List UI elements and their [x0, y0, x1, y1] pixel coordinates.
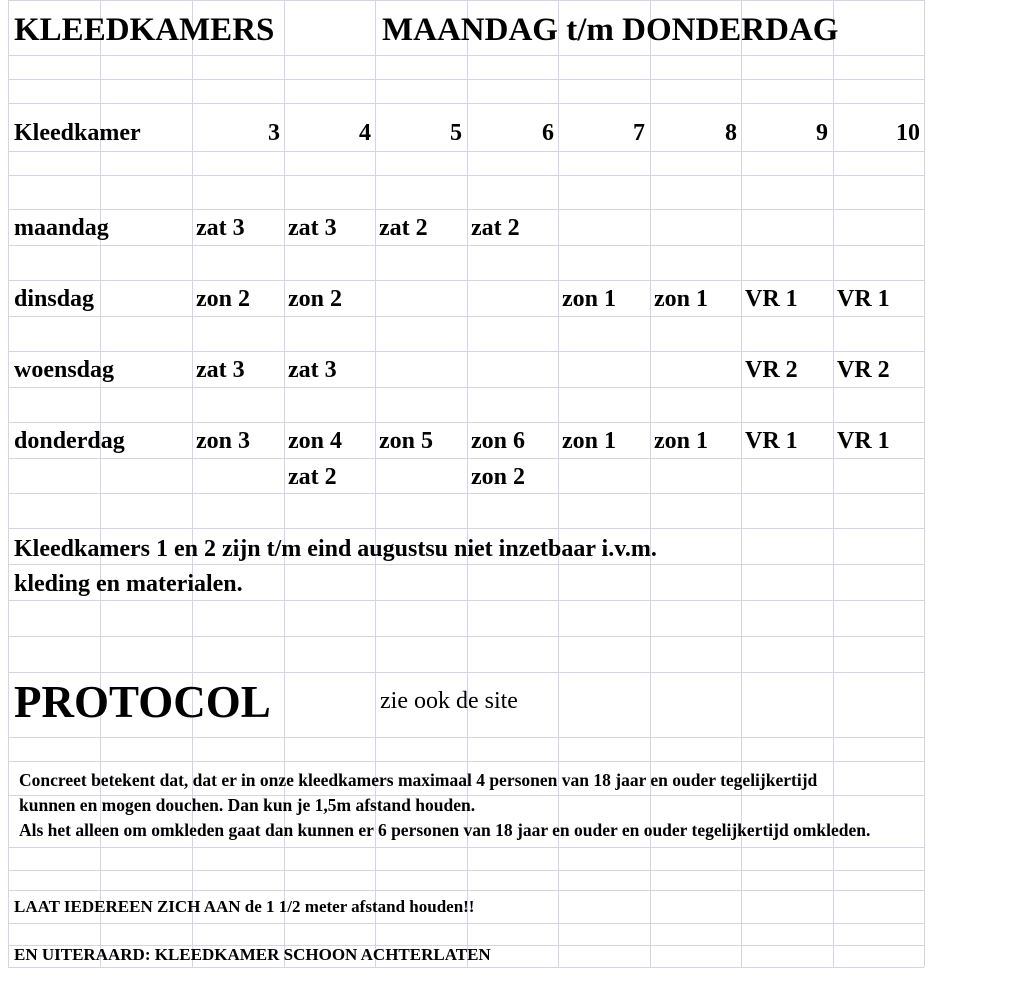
- day-label: woensdag: [14, 357, 115, 383]
- room-number: 3: [268, 120, 280, 146]
- schedule-cell: zat 2: [471, 215, 520, 241]
- schedule-cell: zon 3: [196, 428, 250, 454]
- protocol-title: PROTOCOL: [14, 677, 271, 727]
- page-subtitle: MAANDAG t/m DONDERDAG: [382, 12, 839, 48]
- room-number: 6: [542, 120, 554, 146]
- schedule-cell: zon 1: [654, 428, 708, 454]
- room-number: 10: [896, 120, 920, 146]
- header-label: Kleedkamer: [14, 120, 141, 146]
- schedule-cell: VR 2: [837, 357, 890, 383]
- schedule-cell: zat 3: [196, 357, 245, 383]
- availability-note: kleding en materialen.: [14, 571, 243, 597]
- schedule-cell: VR 1: [837, 428, 890, 454]
- protocol-text: Concreet betekent dat, dat er in onze kleedkamers maximaal 4 personen van 18 jaar en ouder tegelijkertijd: [19, 770, 818, 790]
- room-number: 7: [633, 120, 645, 146]
- schedule-cell: zon 1: [654, 286, 708, 312]
- site-reference: zie ook de site: [380, 688, 518, 714]
- room-number: 9: [816, 120, 828, 146]
- schedule-cell: zat 3: [288, 357, 337, 383]
- schedule-cell: VR 1: [745, 428, 798, 454]
- day-label: maandag: [14, 215, 109, 241]
- schedule-cell: zon 2: [471, 464, 525, 490]
- schedule-cell: VR 2: [745, 357, 798, 383]
- page-title: KLEEDKAMERS: [14, 12, 275, 48]
- schedule-cell: zon 1: [562, 286, 616, 312]
- schedule-cell: zon 2: [288, 286, 342, 312]
- schedule-cell: zon 1: [562, 428, 616, 454]
- schedule-cell: zon 2: [196, 286, 250, 312]
- schedule-cell: VR 1: [837, 286, 890, 312]
- instruction-distance: LAAT IEDEREEN ZICH AAN de 1 1/2 meter afstand houden!!: [14, 897, 475, 916]
- protocol-text: kunnen en mogen douchen. Dan kun je 1,5m afstand houden.: [19, 795, 476, 815]
- room-number: 5: [450, 120, 462, 146]
- instruction-clean: EN UITERAARD: KLEEDKAMER SCHOON ACHTERLATEN: [14, 945, 491, 964]
- schedule-cell: zat 2: [379, 215, 428, 241]
- schedule-cell: zat 3: [196, 215, 245, 241]
- room-number: 4: [359, 120, 371, 146]
- schedule-cell: zon 6: [471, 428, 525, 454]
- availability-note: Kleedkamers 1 en 2 zijn t/m eind augustsu niet inzetbaar i.v.m.: [14, 536, 657, 562]
- room-number: 8: [725, 120, 737, 146]
- schedule-cell: zat 2: [288, 464, 337, 490]
- schedule-cell: zat 3: [288, 215, 337, 241]
- schedule-cell: VR 1: [745, 286, 798, 312]
- schedule-cell: zon 4: [288, 428, 342, 454]
- protocol-text: Als het alleen om omkleden gaat dan kunnen er 6 personen van 18 jaar en ouder en ouder tegelijkertijd omkleden.: [19, 820, 871, 840]
- schedule-cell: zon 5: [379, 428, 433, 454]
- day-label: dinsdag: [14, 286, 95, 312]
- day-label: donderdag: [14, 428, 125, 454]
